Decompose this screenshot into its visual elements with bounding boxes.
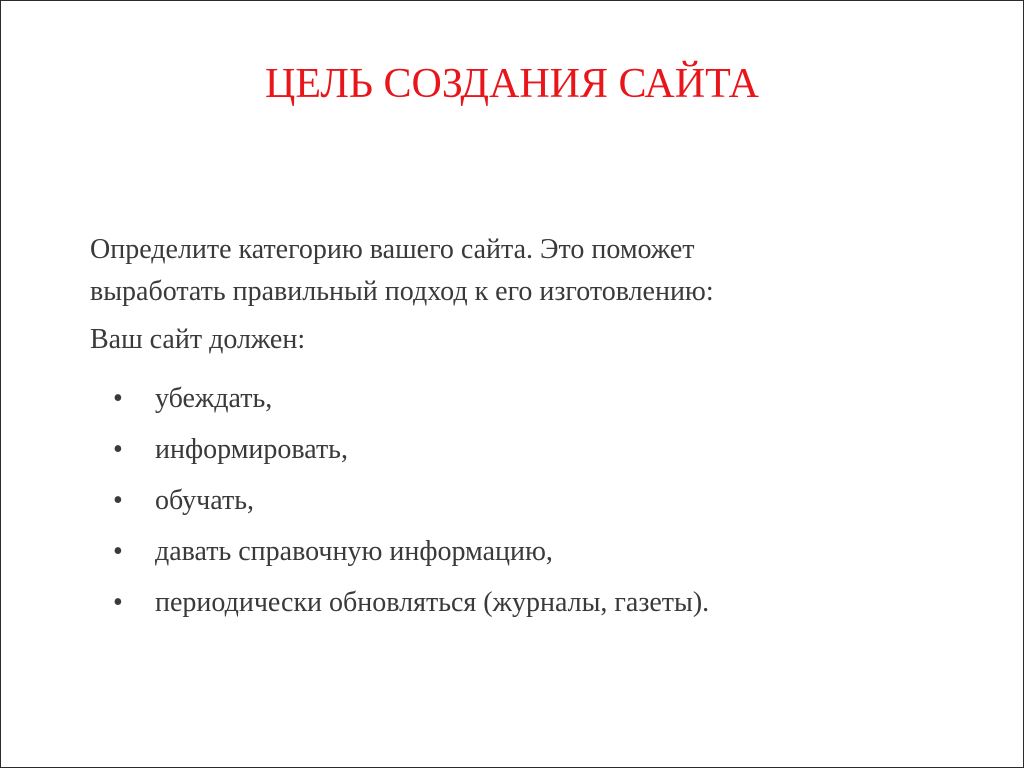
list-item-text: обучать, (155, 485, 254, 516)
bullet-icon: • (113, 536, 123, 567)
bullet-icon: • (113, 587, 123, 618)
list-item-text: давать справочную информацию, (155, 536, 553, 567)
bullet-icon: • (113, 434, 123, 465)
intro-line-3: Ваш сайт должен: (90, 324, 306, 355)
bullet-icon: • (113, 383, 123, 414)
intro-line-1: Определите категорию вашего сайта. Это поможет (90, 234, 695, 265)
slide-body (90, 229, 950, 637)
list-item-text: убеждать, (155, 383, 273, 414)
list-item-text: информировать, (155, 434, 348, 465)
list-item (90, 535, 950, 569)
list-item (90, 433, 950, 467)
list-item (90, 586, 950, 620)
list-item (90, 382, 950, 416)
bullet-icon: • (113, 485, 123, 516)
slide-title: ЦЕЛЬ СОЗДАНИЯ САЙТА (265, 61, 759, 107)
bullet-list (90, 382, 950, 620)
list-item (90, 484, 950, 518)
list-item-text: периодически обновляться (журналы, газеты). (155, 587, 710, 618)
intro-line-2: выработать правильный подход к его изготовлению: (90, 276, 714, 307)
